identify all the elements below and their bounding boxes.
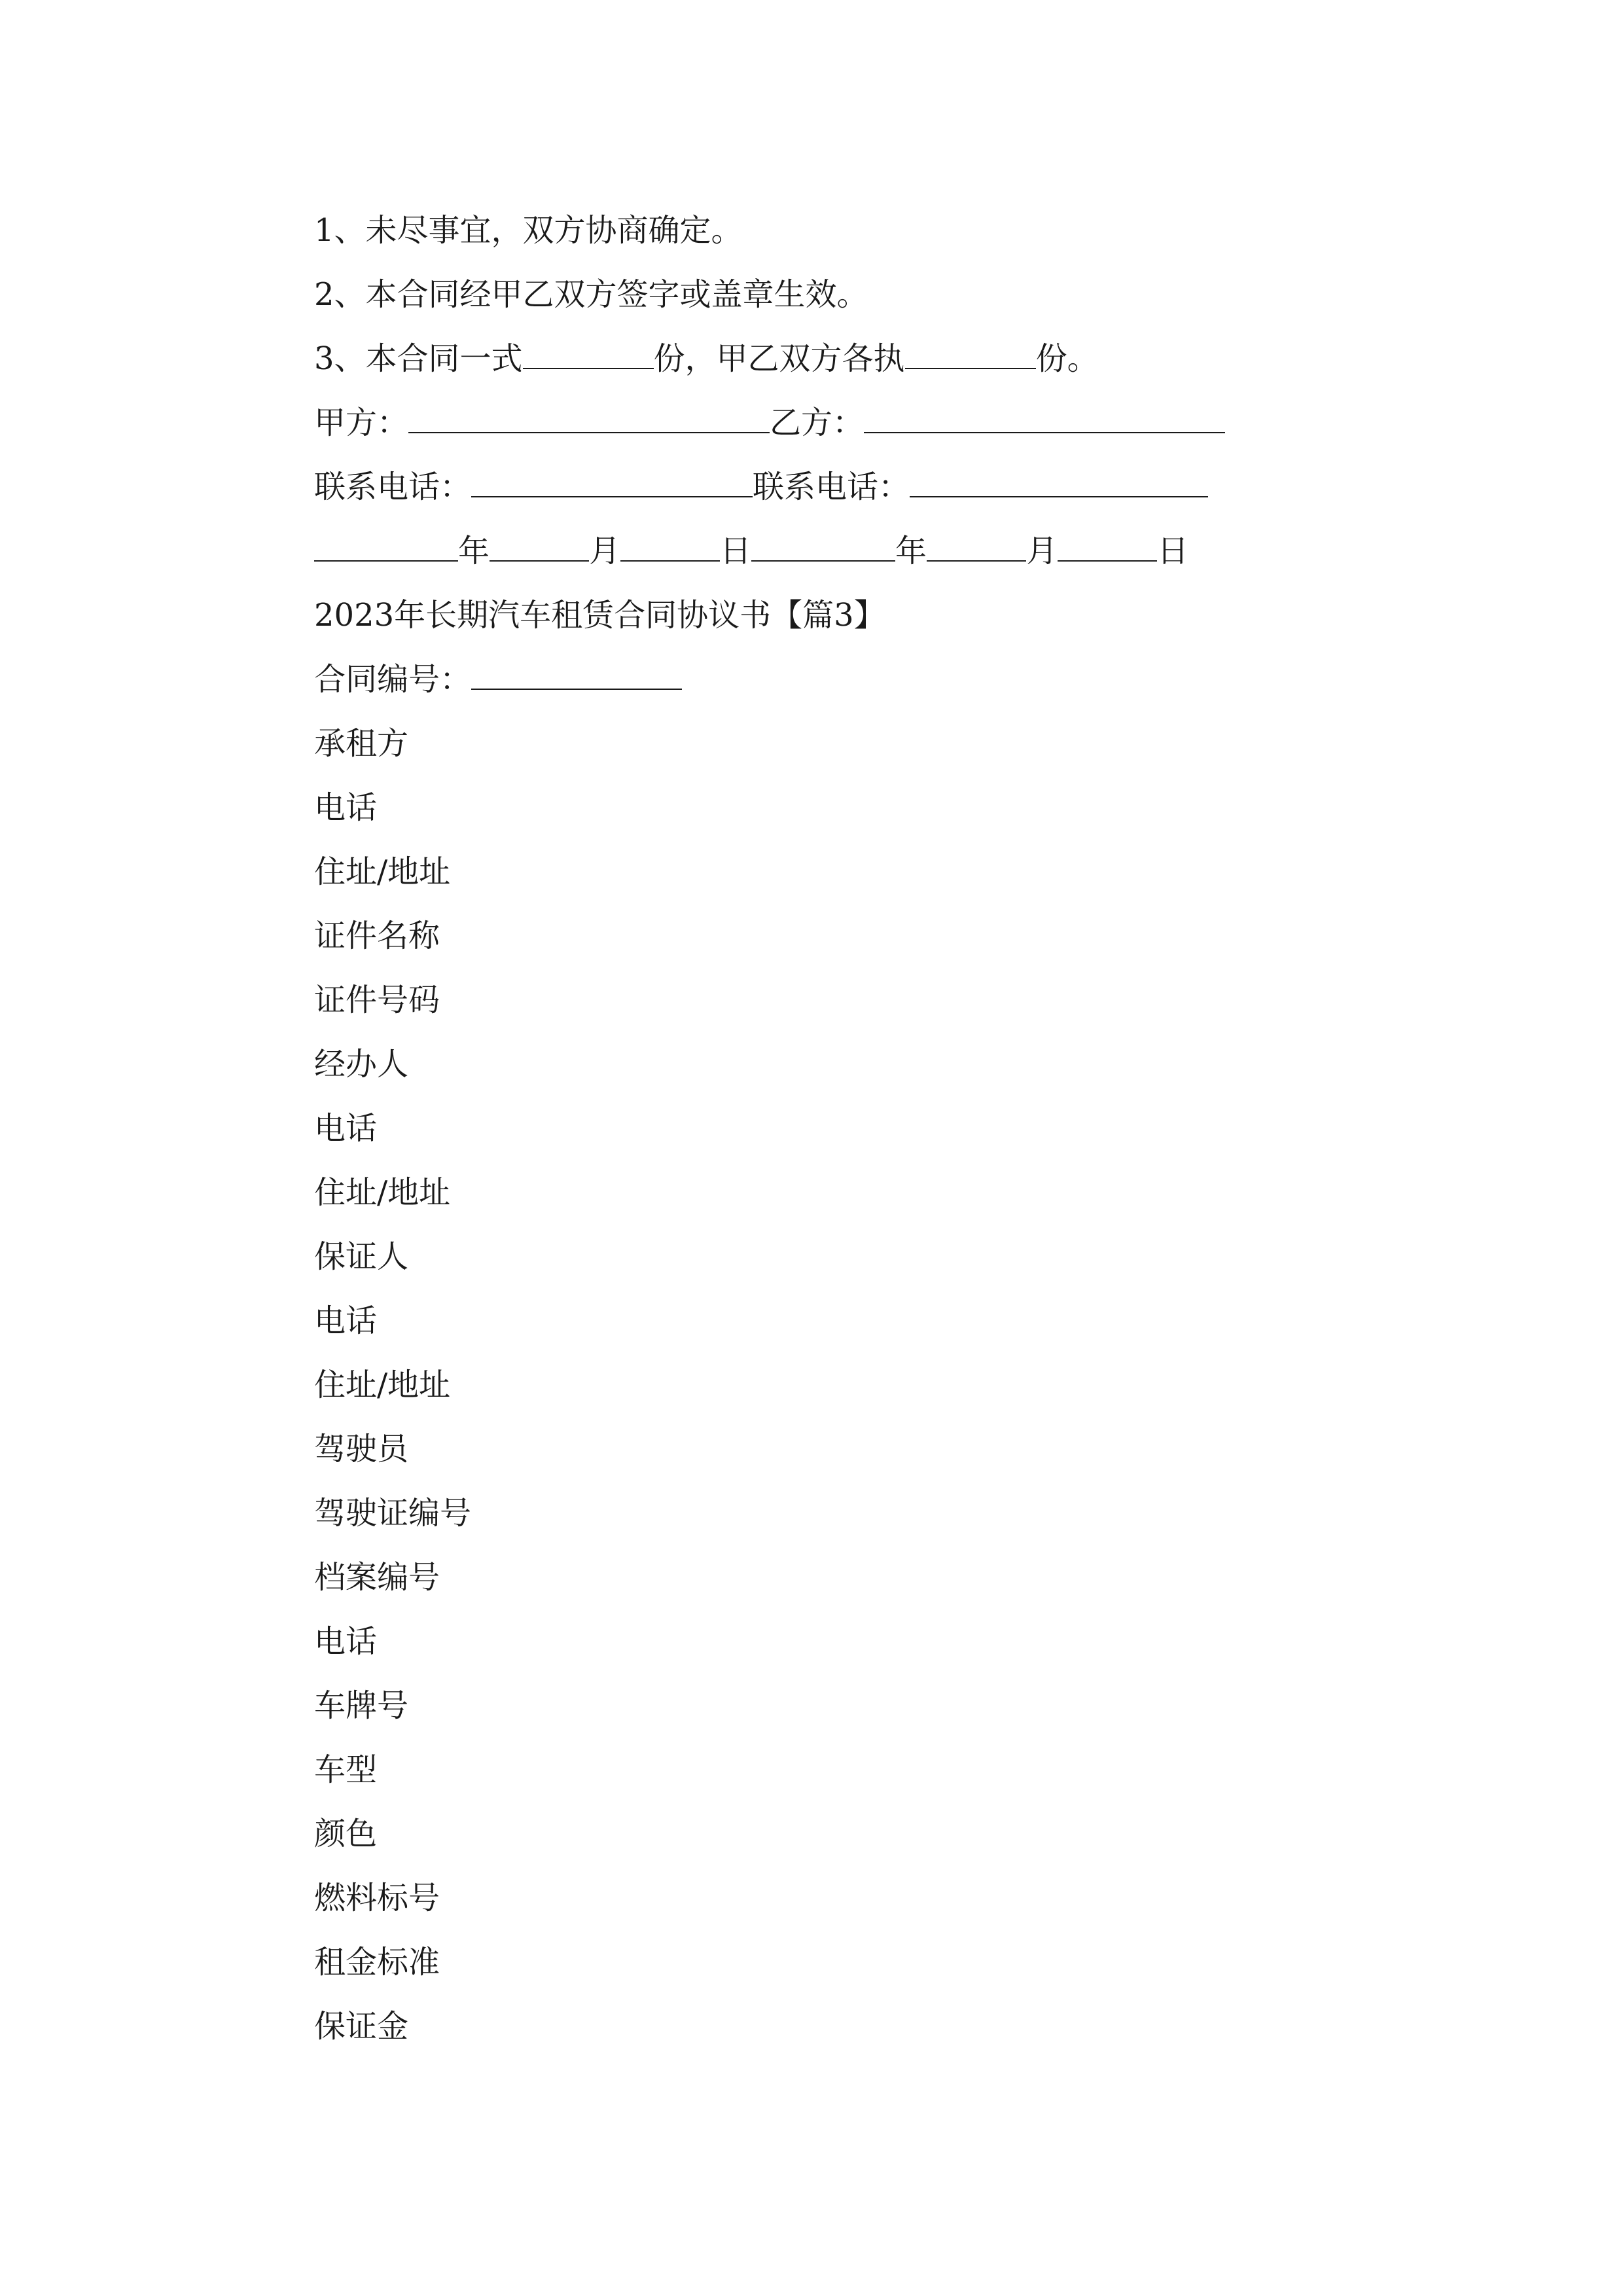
party-signature-line [314,403,1225,442]
party-b-blank [864,406,1225,433]
field-file-number: 档案编号 [314,1559,440,1596]
day-a-label: 日 [720,533,752,569]
party-a-label: 甲方： [314,404,409,441]
section-title: 2023年长期汽车租赁合同协议书【篇3】 [314,597,885,634]
year-b-blank [751,534,895,562]
phone-a-blank [471,470,753,497]
field-color: 颜色 [314,1816,378,1852]
day-b-blank [1058,534,1157,562]
field-id-number: 证件号码 [314,982,440,1018]
clause-3-text-b: 份，甲乙双方各执 [653,340,905,377]
clause-3-text-c: 份。 [1035,340,1099,377]
party-a-blank [408,406,770,433]
field-handler: 经办人 [314,1046,409,1083]
year-a-label: 年 [458,533,490,569]
field-fuel-grade: 燃料标号 [314,1880,440,1916]
clause-2: 2、本合同经甲乙双方签字或盖章生效。 [314,276,868,313]
field-id-type: 证件名称 [314,918,440,954]
field-phone: 电话 [314,1302,378,1339]
clause-3-text-a: 3、本合同一式 [314,340,523,377]
field-license-number: 驾驶证编号 [314,1495,472,1532]
phone-b-blank [910,470,1208,497]
clause-3 [314,339,1099,378]
phone-b-label: 联系电话： [753,469,910,505]
field-address: 住址/地址 [314,853,451,890]
year-a-blank [314,534,458,562]
contract-number-blank [471,662,682,690]
field-phone: 电话 [314,1623,378,1660]
day-a-blank [620,534,720,562]
month-b-blank [927,534,1026,562]
field-address: 住址/地址 [314,1367,451,1403]
phone-line [314,467,1208,507]
field-driver: 驾驶员 [314,1431,409,1467]
date-line [314,531,1188,571]
field-address: 住址/地址 [314,1174,451,1211]
copies-total-blank [523,342,654,369]
month-a-label: 月 [589,533,621,569]
copies-each-blank [905,342,1036,369]
clause-1: 1、未尽事宜，双方协商确定。 [314,212,743,249]
field-deposit: 保证金 [314,2008,409,2045]
month-a-blank [490,534,589,562]
phone-a-label: 联系电话： [314,469,472,505]
month-b-label: 月 [1026,533,1058,569]
field-guarantor: 保证人 [314,1238,409,1275]
year-b-label: 年 [895,533,927,569]
field-car-model: 车型 [314,1751,378,1788]
contract-number-line [314,660,682,699]
day-b-label: 日 [1157,533,1189,569]
field-phone: 电话 [314,789,378,826]
field-phone: 电话 [314,1110,378,1147]
field-renter: 承租方 [314,725,409,762]
field-plate-number: 车牌号 [314,1687,409,1724]
contract-number-label: 合同编号： [314,661,472,698]
field-rent-standard: 租金标准 [314,1944,440,1981]
party-b-label: 乙方： [770,404,865,441]
